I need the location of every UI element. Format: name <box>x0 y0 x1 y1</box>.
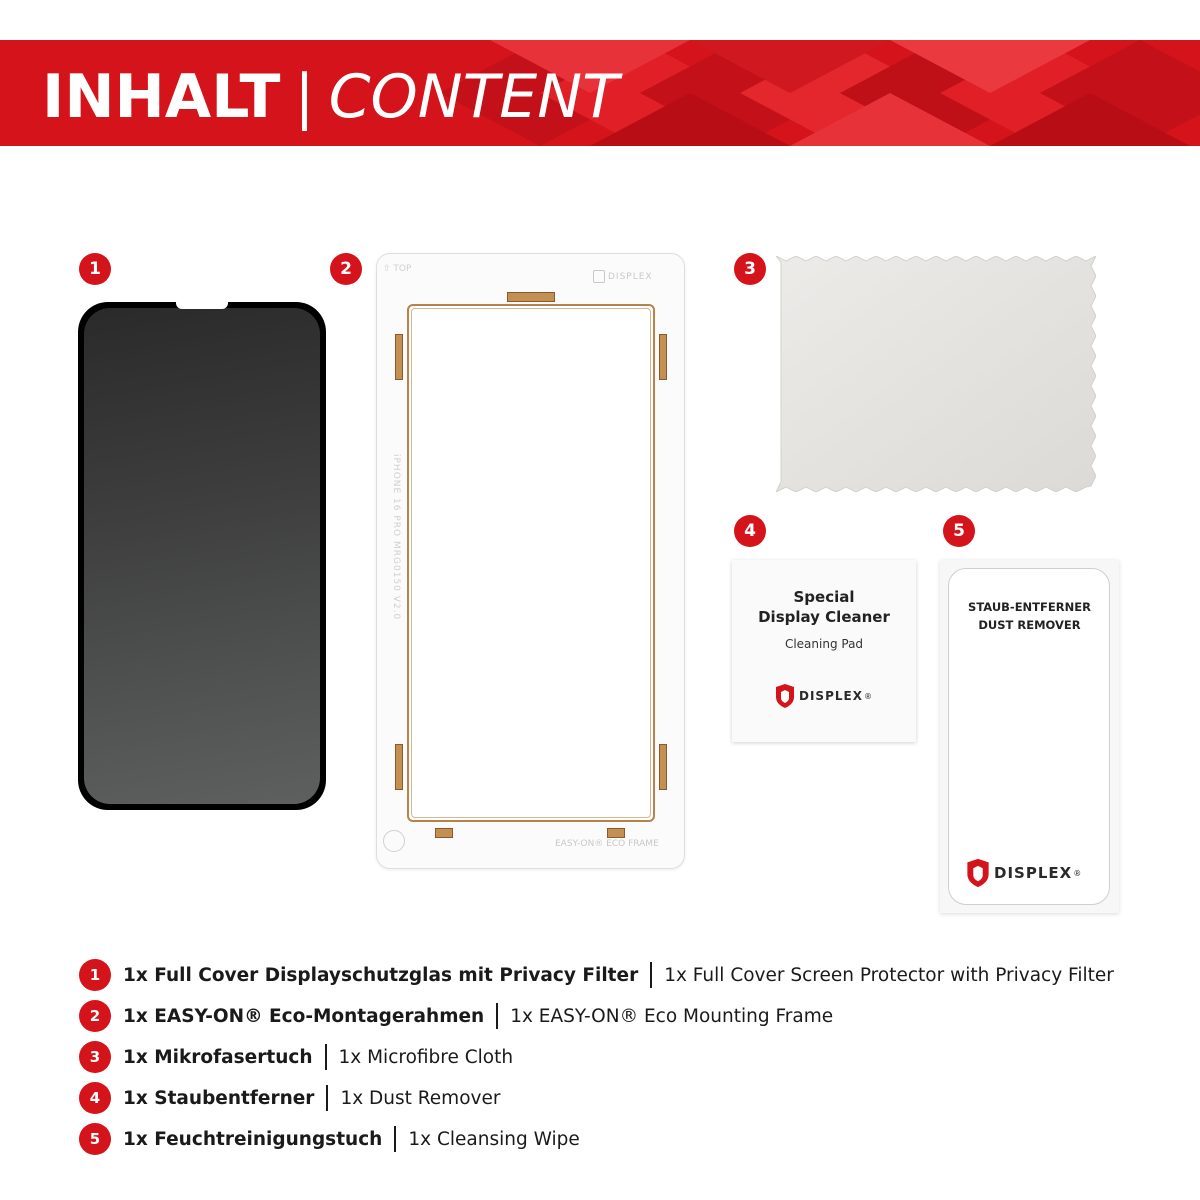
divider <box>326 1085 328 1111</box>
title-de: INHALT <box>42 62 281 132</box>
badge-5: 5 <box>943 515 975 547</box>
glass-surface <box>84 308 320 804</box>
list-badge: 3 <box>79 1041 111 1073</box>
pad-title <box>732 587 916 627</box>
badge-3: 3 <box>734 253 766 285</box>
frame-logo <box>593 270 653 283</box>
list-badge: 1 <box>79 959 111 991</box>
item-name-de: 1x EASY-ON® Eco-Montagerahmen <box>123 1005 485 1027</box>
item-name-en: 1x Full Cover Screen Protector with Privacy Filter <box>664 964 1114 986</box>
badge-2: 2 <box>330 253 362 285</box>
item-name-de: 1x Full Cover Displayschutzglas mit Privacy Filter <box>123 964 639 986</box>
screen-protector-image <box>78 302 326 810</box>
pad-title-line-2: Display Cleaner <box>758 608 890 626</box>
divider <box>394 1126 396 1152</box>
frame-window <box>407 304 655 822</box>
item-name-en: 1x Cleansing Wipe <box>408 1128 580 1150</box>
dust-brand <box>965 858 1081 888</box>
divider <box>325 1044 327 1070</box>
frame-corner-icon <box>383 830 405 852</box>
item-name-en: 1x Microfibre Cloth <box>338 1046 514 1068</box>
cloth-shape <box>776 256 1096 492</box>
list-item <box>79 958 1114 992</box>
list-badge: 5 <box>79 1123 111 1155</box>
displex-shield-icon <box>965 858 991 888</box>
frame-tab <box>395 744 403 790</box>
item-name-de: 1x Staubentferner <box>123 1087 315 1109</box>
frame-window-border <box>411 308 651 818</box>
list-item <box>79 1122 580 1156</box>
frame-logo-text: DISPLEX <box>608 272 653 282</box>
frame-tab <box>395 334 403 380</box>
pad-brand <box>774 684 872 708</box>
cleaning-pad-image <box>732 560 916 742</box>
pad-subtitle: Cleaning Pad <box>784 637 864 651</box>
frame-top-text: TOP <box>393 264 412 274</box>
frame-tab <box>507 292 555 302</box>
badge-4: 4 <box>734 515 766 547</box>
divider <box>496 1003 498 1029</box>
glass-notch <box>176 301 228 309</box>
dust-brand-text: DISPLEX <box>994 864 1073 882</box>
title-separator: | <box>294 62 315 132</box>
item-name-de: 1x Feuchtreinigungstuch <box>123 1128 383 1150</box>
microfibre-cloth-image <box>776 256 1096 492</box>
frame-top-label: ⇧ TOP <box>383 264 412 274</box>
pad-brand-reg: ® <box>863 691 872 701</box>
list-item <box>79 1081 500 1115</box>
dust-title-line-1: STAUB-ENTFERNER <box>968 600 1091 614</box>
list-item <box>79 999 833 1033</box>
pad-brand-text: DISPLEX <box>799 689 863 703</box>
frame-tab <box>607 828 625 838</box>
frame-bottom-label: EASY-ON® ECO FRAME <box>555 839 659 849</box>
item-name-en: 1x Dust Remover <box>340 1087 501 1109</box>
frame-side-text: iPHONE 16 PRO MRG0150 V2.0 <box>391 454 401 621</box>
page-title <box>42 62 619 132</box>
dust-brand-reg: ® <box>1073 868 1082 878</box>
header-banner <box>0 40 1200 146</box>
badge-1: 1 <box>79 253 111 285</box>
displex-shield-icon <box>774 684 796 708</box>
item-name-de: 1x Mikrofasertuch <box>123 1046 313 1068</box>
frame-tab <box>659 744 667 790</box>
item-name-en: 1x EASY-ON® Eco Mounting Frame <box>510 1005 834 1027</box>
list-badge: 2 <box>79 1000 111 1032</box>
dust-remover-image <box>940 560 1119 913</box>
mounting-frame-image <box>376 253 685 869</box>
frame-tab <box>659 334 667 380</box>
divider <box>650 962 652 988</box>
list-badge: 4 <box>79 1082 111 1114</box>
shield-icon <box>593 270 605 283</box>
list-item <box>79 1040 513 1074</box>
frame-tab <box>435 828 453 838</box>
pad-title-line-1: Special <box>793 588 855 606</box>
title-en: CONTENT <box>328 62 619 132</box>
dust-title <box>940 598 1119 634</box>
dust-title-line-2: DUST REMOVER <box>978 618 1081 632</box>
